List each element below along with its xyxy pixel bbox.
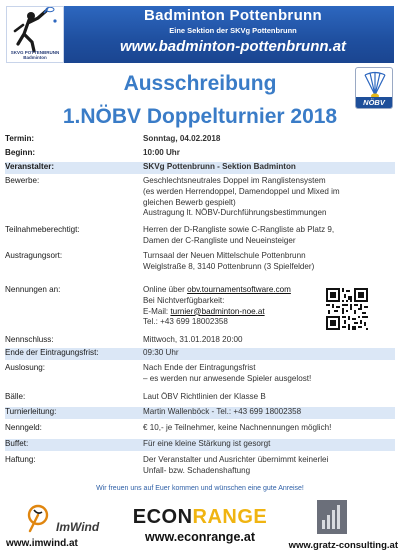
label-ort: Austragungsort:: [5, 251, 63, 260]
badminton-player-icon: [7, 7, 63, 53]
auslosung-line: Nach Ende der Eintragungsfrist: [143, 363, 256, 372]
row-turnierleitung: [5, 407, 395, 419]
label-eintragung: Ende der Eintragungsfrist:: [5, 348, 99, 357]
value-auslosung: [143, 363, 395, 385]
label-nennungen: Nennungen an:: [5, 285, 61, 294]
bewerbe-line: gleichen Bewerb gespielt): [143, 197, 236, 207]
noebv-label: NÖBV: [356, 97, 392, 108]
value-ort: [143, 251, 395, 273]
label-teilnahme: Teilnahmeberechtigt:: [5, 225, 80, 234]
page-title: Ausschreibung: [123, 72, 277, 95]
teilnahme-line: Herren der D-Rangliste sowie C-Rangliste ab Platz 9,: [143, 225, 335, 234]
email-prefix: E-Mail:: [143, 306, 171, 316]
value-buffet: Für eine kleine Stärkung ist gesorgt: [143, 439, 271, 448]
tournament-software-link[interactable]: obv.tournamentsoftware.com: [187, 285, 291, 294]
online-prefix: Online über: [143, 285, 188, 294]
label-turnierleitung: Turnierleitung:: [5, 407, 57, 416]
sponsor-gratz[interactable]: [276, 500, 400, 550]
row-eintragung: [5, 348, 395, 360]
haftung-line: Der Veranstalter und Ausrichter übernimmt keinerlei: [143, 455, 329, 464]
econ-part1: ECON: [132, 506, 193, 528]
label-auslosung: Auslosung:: [5, 363, 46, 372]
econ-part2: RANGE: [192, 506, 268, 528]
value-bewerbe: [143, 176, 395, 219]
value-teilnahme: [143, 225, 395, 247]
club-logo: [6, 6, 64, 63]
label-veranstalter: Veranstalter:: [5, 162, 55, 171]
value-beginn: 10:00 Uhr: [143, 148, 180, 157]
logo-caption: SKVG POTTENBRUNN Badminton: [10, 50, 60, 60]
econrange-logo: [125, 506, 275, 529]
value-turnierleitung: Martin Wallenböck - Tel.: +43 699 18002358: [143, 407, 302, 416]
gratz-icon: [317, 500, 347, 534]
nennungen-fallback: Bei Nichtverfügbarkeit:: [143, 295, 225, 305]
teilnahme-line: Damen der C-Rangliste und Neueinsteiger: [143, 235, 296, 245]
sponsor-econrange[interactable]: [125, 500, 275, 550]
ort-line: Weiglstraße 8, 3140 Pottenbrunn (3 Spielfelder): [143, 261, 315, 271]
haftung-line: Unfall- bzw. Schadenshaftung: [143, 465, 251, 475]
value-nenngeld: € 10,- je Teilnehmer, keine Nachnennungen möglich!: [143, 423, 332, 432]
row-buffet: [5, 439, 395, 451]
ort-line: Turnsaal der Neuen Mittelschule Pottenbrunn: [143, 251, 306, 260]
label-nenngeld: Nenngeld:: [5, 423, 42, 432]
value-termin: Sonntag, 04.02.2018: [143, 134, 221, 143]
gratz-url[interactable]: www.gratz-consulting.at: [288, 540, 398, 550]
label-beginn: Beginn:: [5, 148, 36, 157]
imwind-icon: [24, 504, 50, 534]
bewerbe-line: (es werden Herrendoppel, Damendoppel und Mixed im: [143, 186, 340, 196]
email-link[interactable]: turnier@badminton-noe.at: [170, 306, 265, 316]
value-veranstalter: SKVg Pottenbrunn - Sektion Badminton: [143, 162, 296, 171]
value-nennschluss: Mittwoch, 31.01.2018 20:00: [143, 335, 243, 344]
value-baelle: Laut ÖBV Richtlinien der Klasse B: [143, 392, 266, 401]
value-haftung: [143, 455, 395, 477]
row-veranstalter: [5, 162, 395, 174]
econrange-url[interactable]: www.econrange.at: [145, 530, 255, 544]
bewerbe-line: Geschlechtsneutrales Doppel im Ranglistensystem: [143, 176, 326, 185]
label-termin: Termin:: [5, 134, 35, 143]
nennungen-tel: Tel.: +43 699 18002358: [143, 317, 228, 327]
sponsor-imwind[interactable]: [6, 500, 116, 550]
imwind-url[interactable]: www.imwind.at: [6, 538, 78, 549]
auslosung-line: – es werden nur anwesende Spieler ausgelost!: [143, 373, 312, 383]
bewerbe-line: Austragung lt. NÖBV-Durchführungsbestimmungen: [143, 208, 327, 218]
imwind-name: ImWind: [56, 520, 100, 534]
club-url[interactable]: www.badminton-pottenbrunn.at: [119, 38, 347, 55]
label-nennschluss: Nennschluss:: [5, 335, 54, 344]
label-buffet: Buffet:: [5, 439, 29, 448]
label-bewerbe: Bewerbe:: [5, 176, 40, 185]
label-haftung: Haftung:: [5, 455, 36, 464]
club-name: Badminton Pottenbrunn: [144, 7, 322, 24]
tournament-title: 1.NÖBV Doppelturnier 2018: [62, 105, 338, 128]
label-baelle: Bälle:: [5, 392, 26, 401]
footer-note: Wir freuen uns auf Euer kommen und wünschen eine gute Anreise!: [96, 485, 304, 492]
club-subtitle: Eine Sektion der SKVg Pottenbrunn: [169, 26, 297, 35]
value-eintragung: 09:30 Uhr: [143, 348, 179, 357]
qr-code-icon[interactable]: [326, 288, 368, 330]
